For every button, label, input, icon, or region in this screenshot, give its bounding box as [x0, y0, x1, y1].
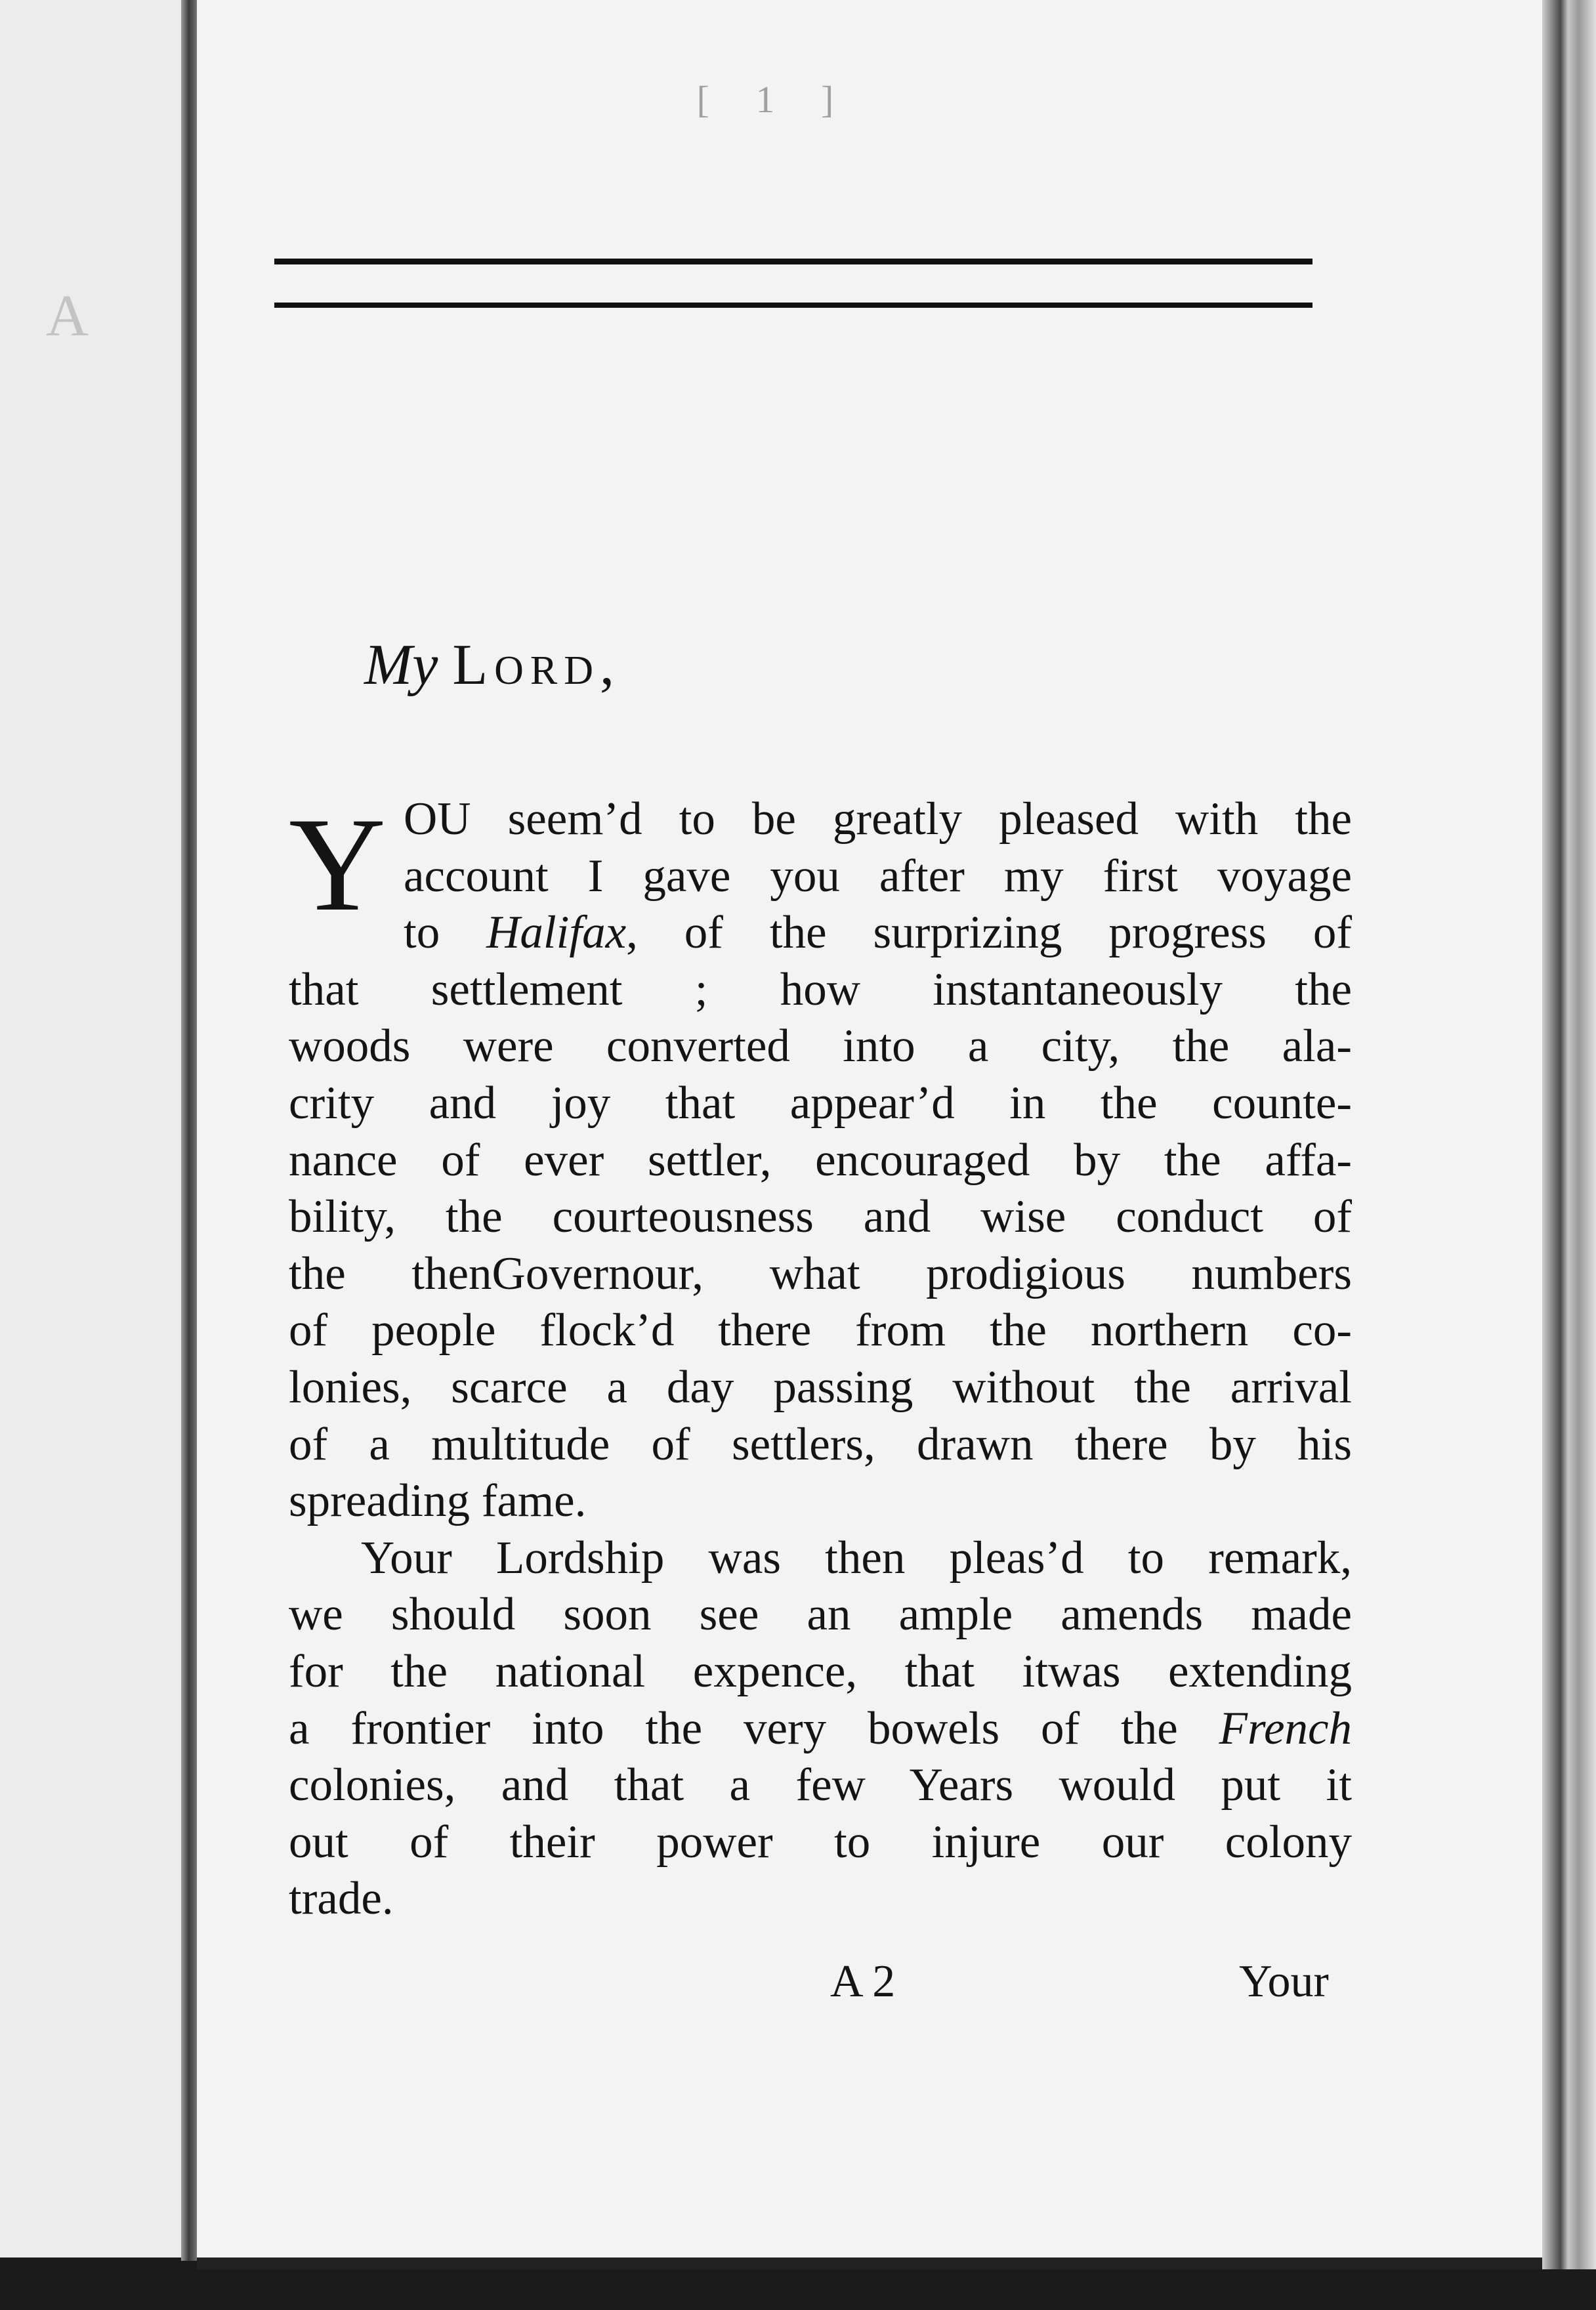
text-line-19: out of their power to injure our colony: [289, 1816, 1352, 1868]
catchword: Your: [1239, 1956, 1329, 2007]
text-line-3-before: to: [404, 907, 487, 959]
text-line-13: spreading fame.: [289, 1475, 587, 1527]
running-head: [ 1 ]: [696, 78, 852, 121]
text-line-8: bility, the courteousness and wise conduct of: [289, 1191, 1352, 1243]
text-line-17-before: a frontier into the very bowels of the: [289, 1702, 1219, 1754]
text-line-15: we should soon see an ample amends made: [289, 1589, 1352, 1641]
text-line-5: woods were converted into a city, the ala-: [289, 1020, 1352, 1072]
right-page-edge: [1542, 0, 1596, 2269]
left-page-edge: [0, 0, 188, 2258]
text-line-20: trade.: [289, 1873, 394, 1925]
text-line-2: account I gave you after my first voyage: [404, 850, 1352, 902]
text-line-18: colonies, and that a few Years would put it: [289, 1759, 1352, 1811]
text-line-14: Your Lordship was then pleas’d to remark,: [361, 1532, 1352, 1584]
salutation-lord: Lord,: [452, 633, 621, 697]
book-gutter: [181, 0, 198, 2261]
signature-mark: A 2: [830, 1956, 896, 2007]
text-line-6: crity and joy that appear’d in the counte-: [289, 1077, 1352, 1129]
text-line-7: nance of ever settler, encouraged by the affa-: [289, 1134, 1352, 1186]
salutation: [364, 633, 621, 697]
drop-cap: Y: [289, 790, 387, 939]
salutation-my: My: [364, 633, 438, 697]
text-line-17: [289, 1700, 1352, 1757]
text-line-16: for the national expence, that itwas extending: [289, 1645, 1352, 1697]
text-line-9: the thenGovernour, what prodigious numbers: [289, 1248, 1352, 1299]
letter-body: [289, 791, 1352, 1927]
second-rule: [274, 303, 1312, 308]
text-line-3-after: , of the surprizing progress of: [626, 907, 1352, 959]
left-page-show-through-mark: A: [46, 284, 89, 348]
text-line-10: of people flock’d there from the northern co-: [289, 1305, 1352, 1356]
text-line-12: of a multitude of settlers, drawn there by his: [289, 1418, 1352, 1470]
text-line-4: that settlement ; how instantaneously the: [289, 963, 1352, 1015]
top-rule: [274, 259, 1312, 264]
text-line-1: OU seem’d to be greatly pleased with the: [404, 793, 1352, 845]
text-line-11: lonies, scarce a day passing without the arrival: [289, 1361, 1352, 1413]
halifax-italic: Halifax: [486, 907, 627, 959]
french-italic: French: [1219, 1702, 1352, 1754]
text-line-3: [404, 904, 1352, 961]
